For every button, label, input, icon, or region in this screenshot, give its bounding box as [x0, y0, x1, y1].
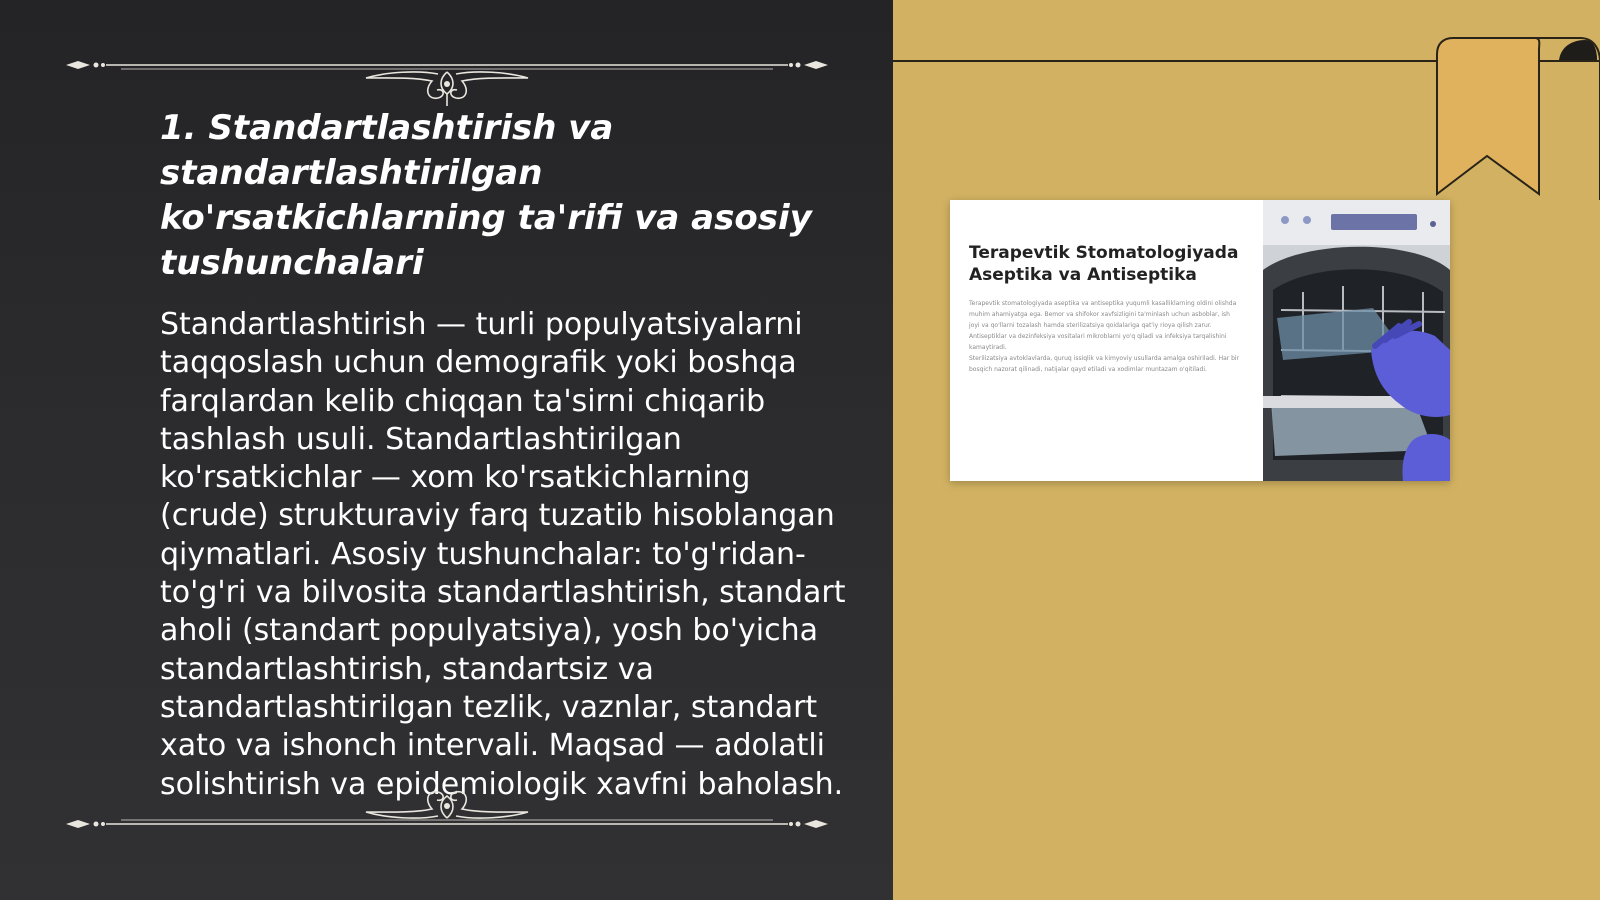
thumbnail-slide-card: [950, 200, 1450, 481]
slide-body-text: Standartlashtirish — turli populyatsiyalarni taqqoslash uchun demografik yoki boshqa farqlardan kelib chiqqan ta'sirni chiqarib tashlash usuli. Standartlashtirilgan ko'rsatkichlar — xom ko'rsatkichlarning (crude) strukturaviy farq tuzatib hisoblangan qiymatlari. Asosiy tushunchalar: to'g'ridan-to'g'ri va bilvosita standartlashtirish, standart aholi (standart populyatsiya), yosh bo'yicha standartlashtirish, standartsiz va standartlashtirilgan tezlik, vaznlar, standart xato va ishonch intervali. Maqsad — adolatli solishtirish va epidemiologik xavfni baholash.: [160, 307, 846, 802]
bookmark-ribbon-icon: [1435, 34, 1600, 200]
thumbnail-body: [969, 298, 1241, 375]
slide-title: 1. Standartlashtirish va standartlashtirilgan ko'rsatkichlarning ta'rifi va asosiy tushunchalari: [160, 108, 812, 283]
ornamental-divider-top-icon: [66, 48, 828, 108]
autoclave-photo: [1263, 200, 1450, 481]
thumbnail-paragraph: Terapevtik stomatologiyada aseptika va antiseptika yuqumli kasalliklarning oldini olishda muhim ahamiyatga ega. Bemor va shifokor xavfsizligini ta'minlash uchun asboblar, ish joyi va qo'llarni tozalash hamda sterilizatsiya qoidalariga qat'iy rioya qilish zarur. Antiseptiklar va dezinfeksiya vositalari mikroblarni yo'q qiladi va infeksiya tarqalishini kamaytiradi.: [969, 300, 1237, 351]
thumbnail-title: Terapevtik Stomatologiyada Aseptika va Antiseptika: [969, 243, 1239, 285]
thumbnail-paragraph: Sterilizatsiya avtoklavlarda, quruq issiqlik va kimyoviy usullarda amalga oshiriladi. Har bir bosqich nazorat qilinadi, natijalar qayd etiladi va xodimlar muntazam o'qitiladi.: [969, 355, 1240, 373]
ornamental-divider-bottom-icon: [66, 788, 828, 848]
